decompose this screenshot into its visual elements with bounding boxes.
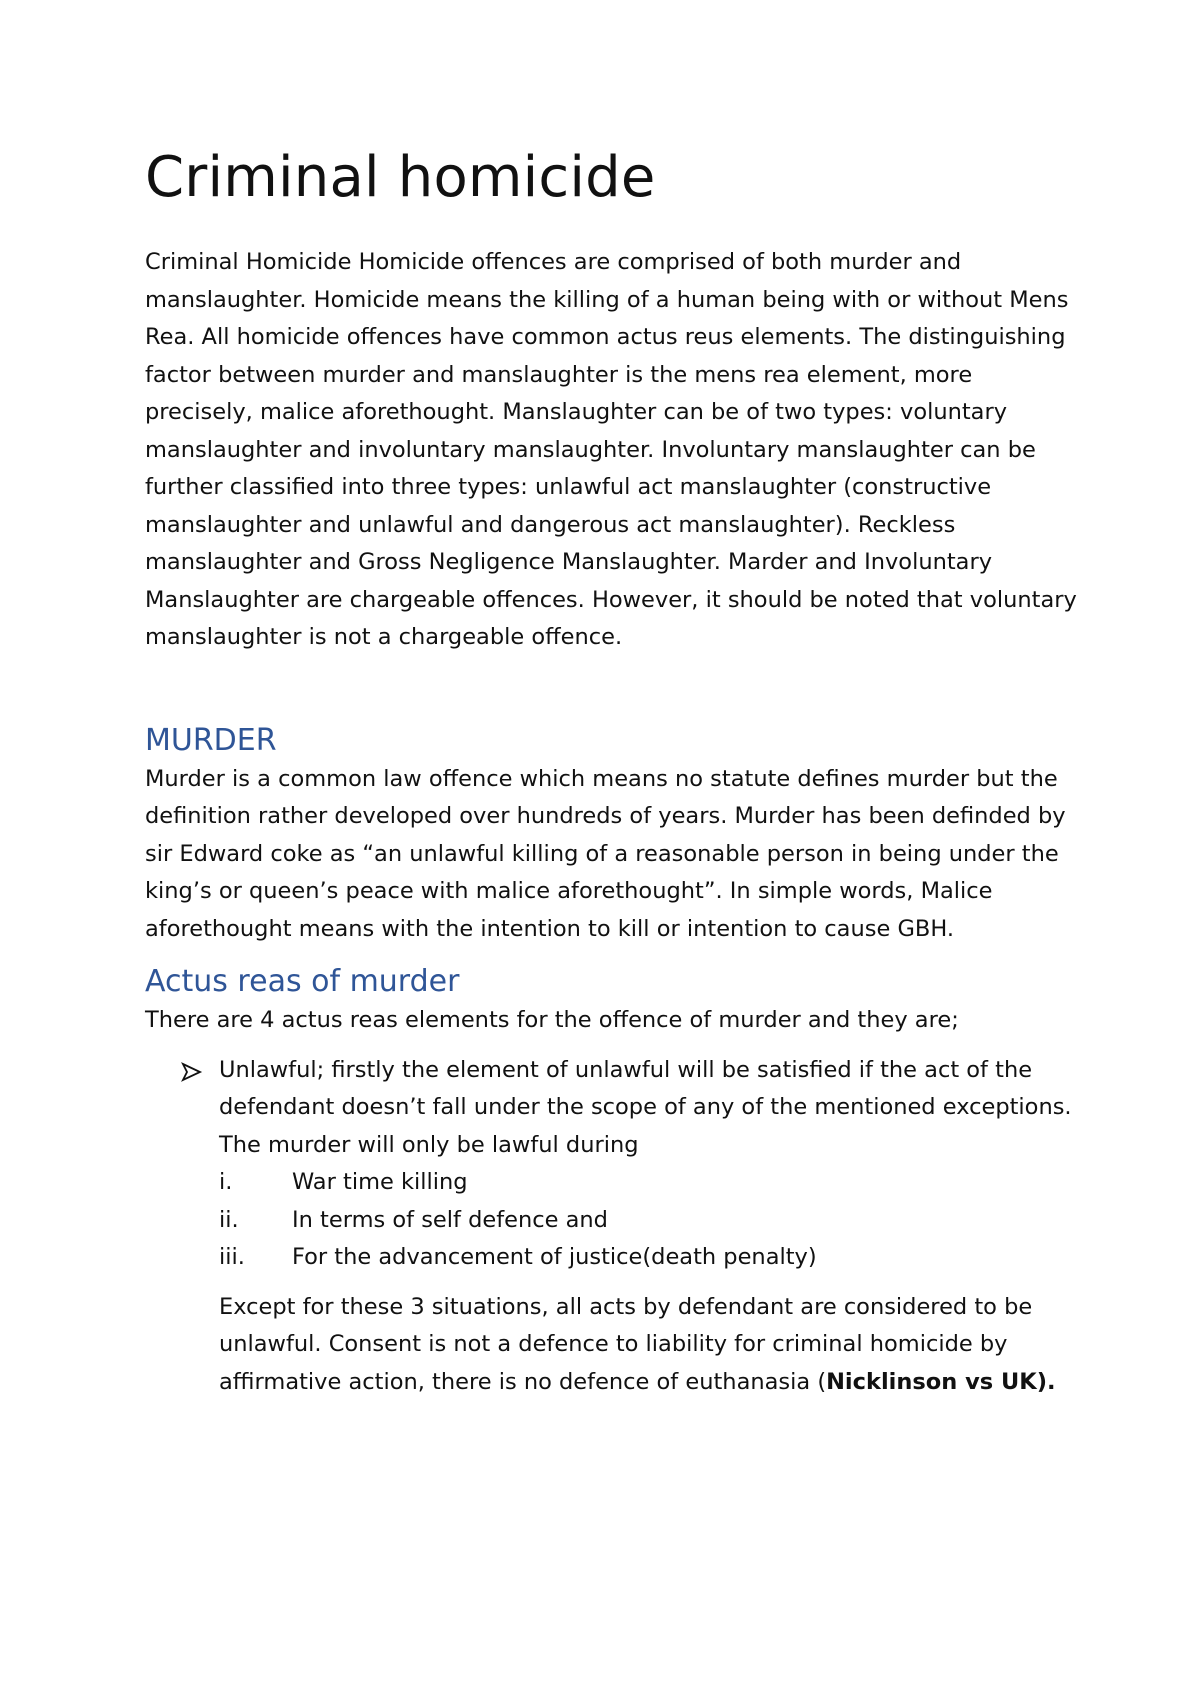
case-citation: Nicklinson vs UK: [826, 1368, 1037, 1395]
unlawful-bullet-item: [145, 1052, 1085, 1402]
intro-paragraph: Criminal Homicide Homicide offences are comprised of both murder and manslaughter. Homicide means the killing of a human being with or without Mens Rea. All homicide offences have common actus reus elements. The distinguishing factor between murder and manslaughter is the mens rea element, more precisely, malice aforethought. Manslaughter can be of two types: voluntary manslaughter and involuntary manslaughter. Involuntary manslaughter can be further classified into three types: unlawful act manslaughter (constructive manslaughter and unlawful and dangerous act manslaughter). Reckless manslaughter and Gross Negligence Manslaughter. Marder and Involuntary Manslaughter are chargeable offences. However, it should be noted that voluntary manslaughter is not a chargeable offence.: [145, 249, 1077, 650]
exception-item: [219, 1202, 1085, 1240]
exception-item: [219, 1239, 1085, 1277]
arrowhead-bullet-icon: [181, 1062, 205, 1082]
unlawful-bullet-text: Unlawful; firstly the element of unlawful will be satisfied if the act of the defendant doesn’t fall under the scope of any of the mentioned exceptions. The murder will only be lawful during: [219, 1056, 1072, 1158]
murder-heading: MURDER: [145, 722, 277, 758]
exception-item: [219, 1164, 1085, 1202]
exceptions-conclusion-paragraph: [219, 1289, 1085, 1402]
exception-number: ii.: [219, 1206, 239, 1233]
exception-text: In terms of self defence and: [292, 1206, 608, 1233]
exception-number: i.: [219, 1169, 233, 1195]
actus-reas-heading: Actus reas of murder: [145, 964, 460, 999]
exception-text: War time killing: [292, 1169, 468, 1195]
exceptions-conclusion-text: Except for these 3 situations, all acts by defendant are considered to be unlawful. Consent is not a defence to liability for criminal homicide by affirmative action, there is no defence of euthanasia (: [219, 1293, 1033, 1395]
exceptions-list: [219, 1164, 1085, 1277]
document-content: [145, 140, 1085, 1401]
exception-number: iii.: [219, 1244, 245, 1270]
case-citation-closing: ).: [1036, 1368, 1056, 1395]
exception-text: For the advancement of justice(death penalty): [292, 1244, 817, 1270]
document-title: Criminal homicide: [145, 145, 656, 210]
actus-reas-intro: There are 4 actus reas elements for the offence of murder and they are;: [145, 1007, 959, 1033]
murder-paragraph: Murder is a common law offence which means no statute defines murder but the definition rather developed over hundreds of years. Murder has been definded by sir Edward coke as “an unlawful killing of a reasonable person in being under the king’s or queen’s peace with malice aforethought”. In simple words, Malice aforethought means with the intention to kill or intention to cause GBH.: [145, 765, 1066, 942]
